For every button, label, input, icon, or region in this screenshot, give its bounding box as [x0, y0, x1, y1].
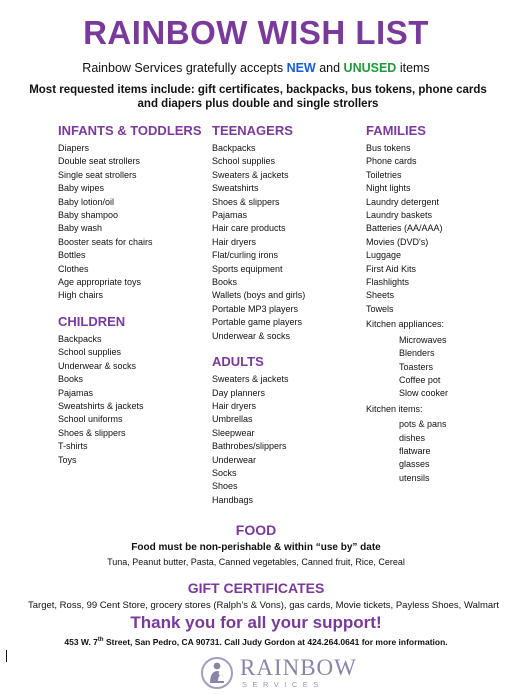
list-item: Bus tokens: [366, 143, 411, 153]
list-item: School supplies: [58, 347, 122, 358]
list-item: Handbags: [212, 494, 254, 505]
list-item: Batteries (AA/AAA): [366, 223, 443, 234]
list-item: Baby lotion/oil: [58, 196, 115, 207]
list-kitchen-items: [366, 418, 512, 485]
heading-children: CHILDREN: [58, 313, 126, 329]
list-item: Flat/curling irons: [212, 250, 279, 261]
list-item: Pajamas: [58, 387, 94, 398]
list-item: Single seat strollers: [58, 169, 137, 180]
gift-certificates-items: Target, Ross, 99 Cent Store, grocery stores (Ralph’s & Vons), gas cards, Movie tickets, Payless Shoes, Walmart: [28, 600, 499, 611]
list-item: Clothes: [58, 263, 89, 274]
list-item: Towels: [366, 303, 394, 314]
list-item: flatware: [399, 445, 431, 456]
list-item: Toys: [58, 454, 77, 465]
subtitle: [0, 61, 512, 75]
list-item: Sweaters & jackets: [212, 169, 289, 180]
list-item: Baby shampoo: [58, 210, 119, 221]
list-infants-toddlers: [58, 142, 218, 303]
list-item: Backpacks: [58, 333, 102, 344]
list-item: dishes: [399, 432, 426, 443]
list-item: Phone cards: [366, 156, 417, 167]
text-cursor: [6, 650, 7, 662]
list-item: Age appropriate toys: [58, 277, 142, 288]
list-item: High chairs: [58, 290, 104, 301]
mother-child-icon: [200, 656, 234, 690]
list-item: Laundry detergent: [366, 196, 440, 207]
list-item: Backpacks: [212, 143, 256, 153]
list-item: Bathrobes/slippers: [212, 441, 287, 452]
list-item: Toasters: [399, 361, 434, 372]
list-item: Sweaters & jackets: [212, 374, 289, 385]
list-item: Socks: [212, 467, 237, 478]
gift-certificates-heading: GIFT CERTIFICATES: [187, 580, 325, 596]
list-item: Books: [58, 374, 84, 385]
heading-families: FAMILIES: [366, 123, 426, 138]
list-item: Microwaves: [399, 334, 447, 345]
list-item: Coffee pot: [399, 374, 441, 385]
heading-adults: ADULTS: [212, 354, 264, 370]
list-item: pots & pans: [399, 419, 447, 430]
heading-infants-toddlers: INFANTS & TODDLERS: [58, 123, 202, 138]
list-item: Baby wipes: [58, 183, 105, 194]
list-item: Day planners: [212, 387, 266, 398]
list-item: Underwear & socks: [58, 360, 137, 371]
list-item: Portable MP3 players: [212, 303, 299, 314]
food-heading: FOOD: [235, 522, 277, 538]
list-item: utensils: [399, 472, 430, 483]
subtitle-text-3: items: [396, 61, 430, 75]
list-item: glasses: [399, 459, 430, 470]
list-item: T-shirts: [58, 441, 88, 452]
list-item: Night lights: [366, 183, 411, 194]
new-keyword: NEW: [286, 61, 316, 75]
list-item: Toiletries: [366, 169, 402, 180]
list-teenagers: [212, 142, 372, 343]
list-item: Hair dryers: [212, 400, 257, 411]
list-item: Books: [212, 277, 238, 288]
most-requested-text: Most requested items include: gift certificates, backpacks, bus tokens, phone cards and diapers plus double and single strollers: [29, 84, 487, 110]
address-number: 453 W. 7: [64, 637, 98, 647]
list-item: Underwear: [212, 454, 257, 465]
list-item: Wallets (boys and girls): [212, 290, 306, 301]
list-families: [366, 142, 512, 316]
thank-you-text: Thank you for all your support!: [130, 613, 382, 632]
logo-subtitle: SERVICES: [242, 680, 324, 689]
list-item: Luggage: [366, 250, 402, 261]
food-items: Tuna, Peanut butter, Pasta, Canned vegetables, Canned fruit, Rice, Cereal: [107, 557, 405, 567]
list-item: Shoes: [212, 481, 238, 492]
list-item: Hair dryers: [212, 236, 257, 247]
list-item: Sports equipment: [212, 263, 283, 274]
address-rest: Street, San Pedro, CA 90731. Call Judy Gordon at 424.264.0641 for more information.: [103, 637, 448, 647]
heading-teenagers: TEENAGERS: [212, 123, 293, 138]
list-item: Pajamas: [212, 210, 248, 221]
subtitle-text-1: Rainbow Services gratefully accepts: [82, 61, 287, 75]
list-item: Sheets: [366, 290, 395, 301]
unused-keyword: UNUSED: [343, 61, 397, 75]
list-item: School uniforms: [58, 414, 123, 425]
list-item: Portable game players: [212, 317, 303, 328]
list-kitchen-appliances: [366, 334, 512, 401]
list-adults: [212, 373, 372, 507]
list-item: Slow cooker: [399, 388, 449, 399]
address-superscript: th: [97, 637, 104, 644]
logo-name: RAINBOW: [240, 655, 357, 680]
list-item: Double seat strollers: [58, 156, 141, 167]
list-item: Movies (DVD's): [366, 236, 429, 247]
list-item: School supplies: [212, 156, 276, 167]
subtitle-text-2: and: [315, 61, 344, 75]
list-item: Sweatshirts & jackets: [58, 400, 144, 411]
address-line: [0, 637, 512, 647]
list-item: First Aid Kits: [366, 263, 417, 274]
rainbow-services-logo: [200, 656, 370, 692]
list-item: Underwear & socks: [212, 330, 291, 341]
list-item: Blenders: [399, 348, 435, 359]
list-item: Diapers: [58, 143, 90, 153]
list-item: Sleepwear: [212, 427, 255, 438]
list-item: Sweatshirts: [212, 183, 259, 194]
column-teenagers-adults: [212, 120, 372, 507]
food-rule: Food must be non-perishable & within “use by” date: [131, 542, 381, 553]
kitchen-appliances-label: Kitchen appliances:: [366, 319, 445, 330]
kitchen-items-label: Kitchen items:: [366, 403, 423, 414]
list-item: Laundry baskets: [366, 210, 433, 221]
list-item: Booster seats for chairs: [58, 236, 153, 247]
list-item: Bottles: [58, 250, 86, 261]
list-children: [58, 333, 218, 467]
column-families: [366, 120, 512, 485]
column-infants-children: [58, 120, 218, 467]
list-item: Umbrellas: [212, 414, 253, 425]
list-item: Shoes & slippers: [58, 427, 126, 438]
list-item: Hair care products: [212, 223, 286, 234]
page-title: RAINBOW WISH LIST: [83, 14, 429, 51]
list-item: Flashlights: [366, 277, 410, 288]
list-item: Baby wash: [58, 223, 103, 234]
list-item: Shoes & slippers: [212, 196, 280, 207]
